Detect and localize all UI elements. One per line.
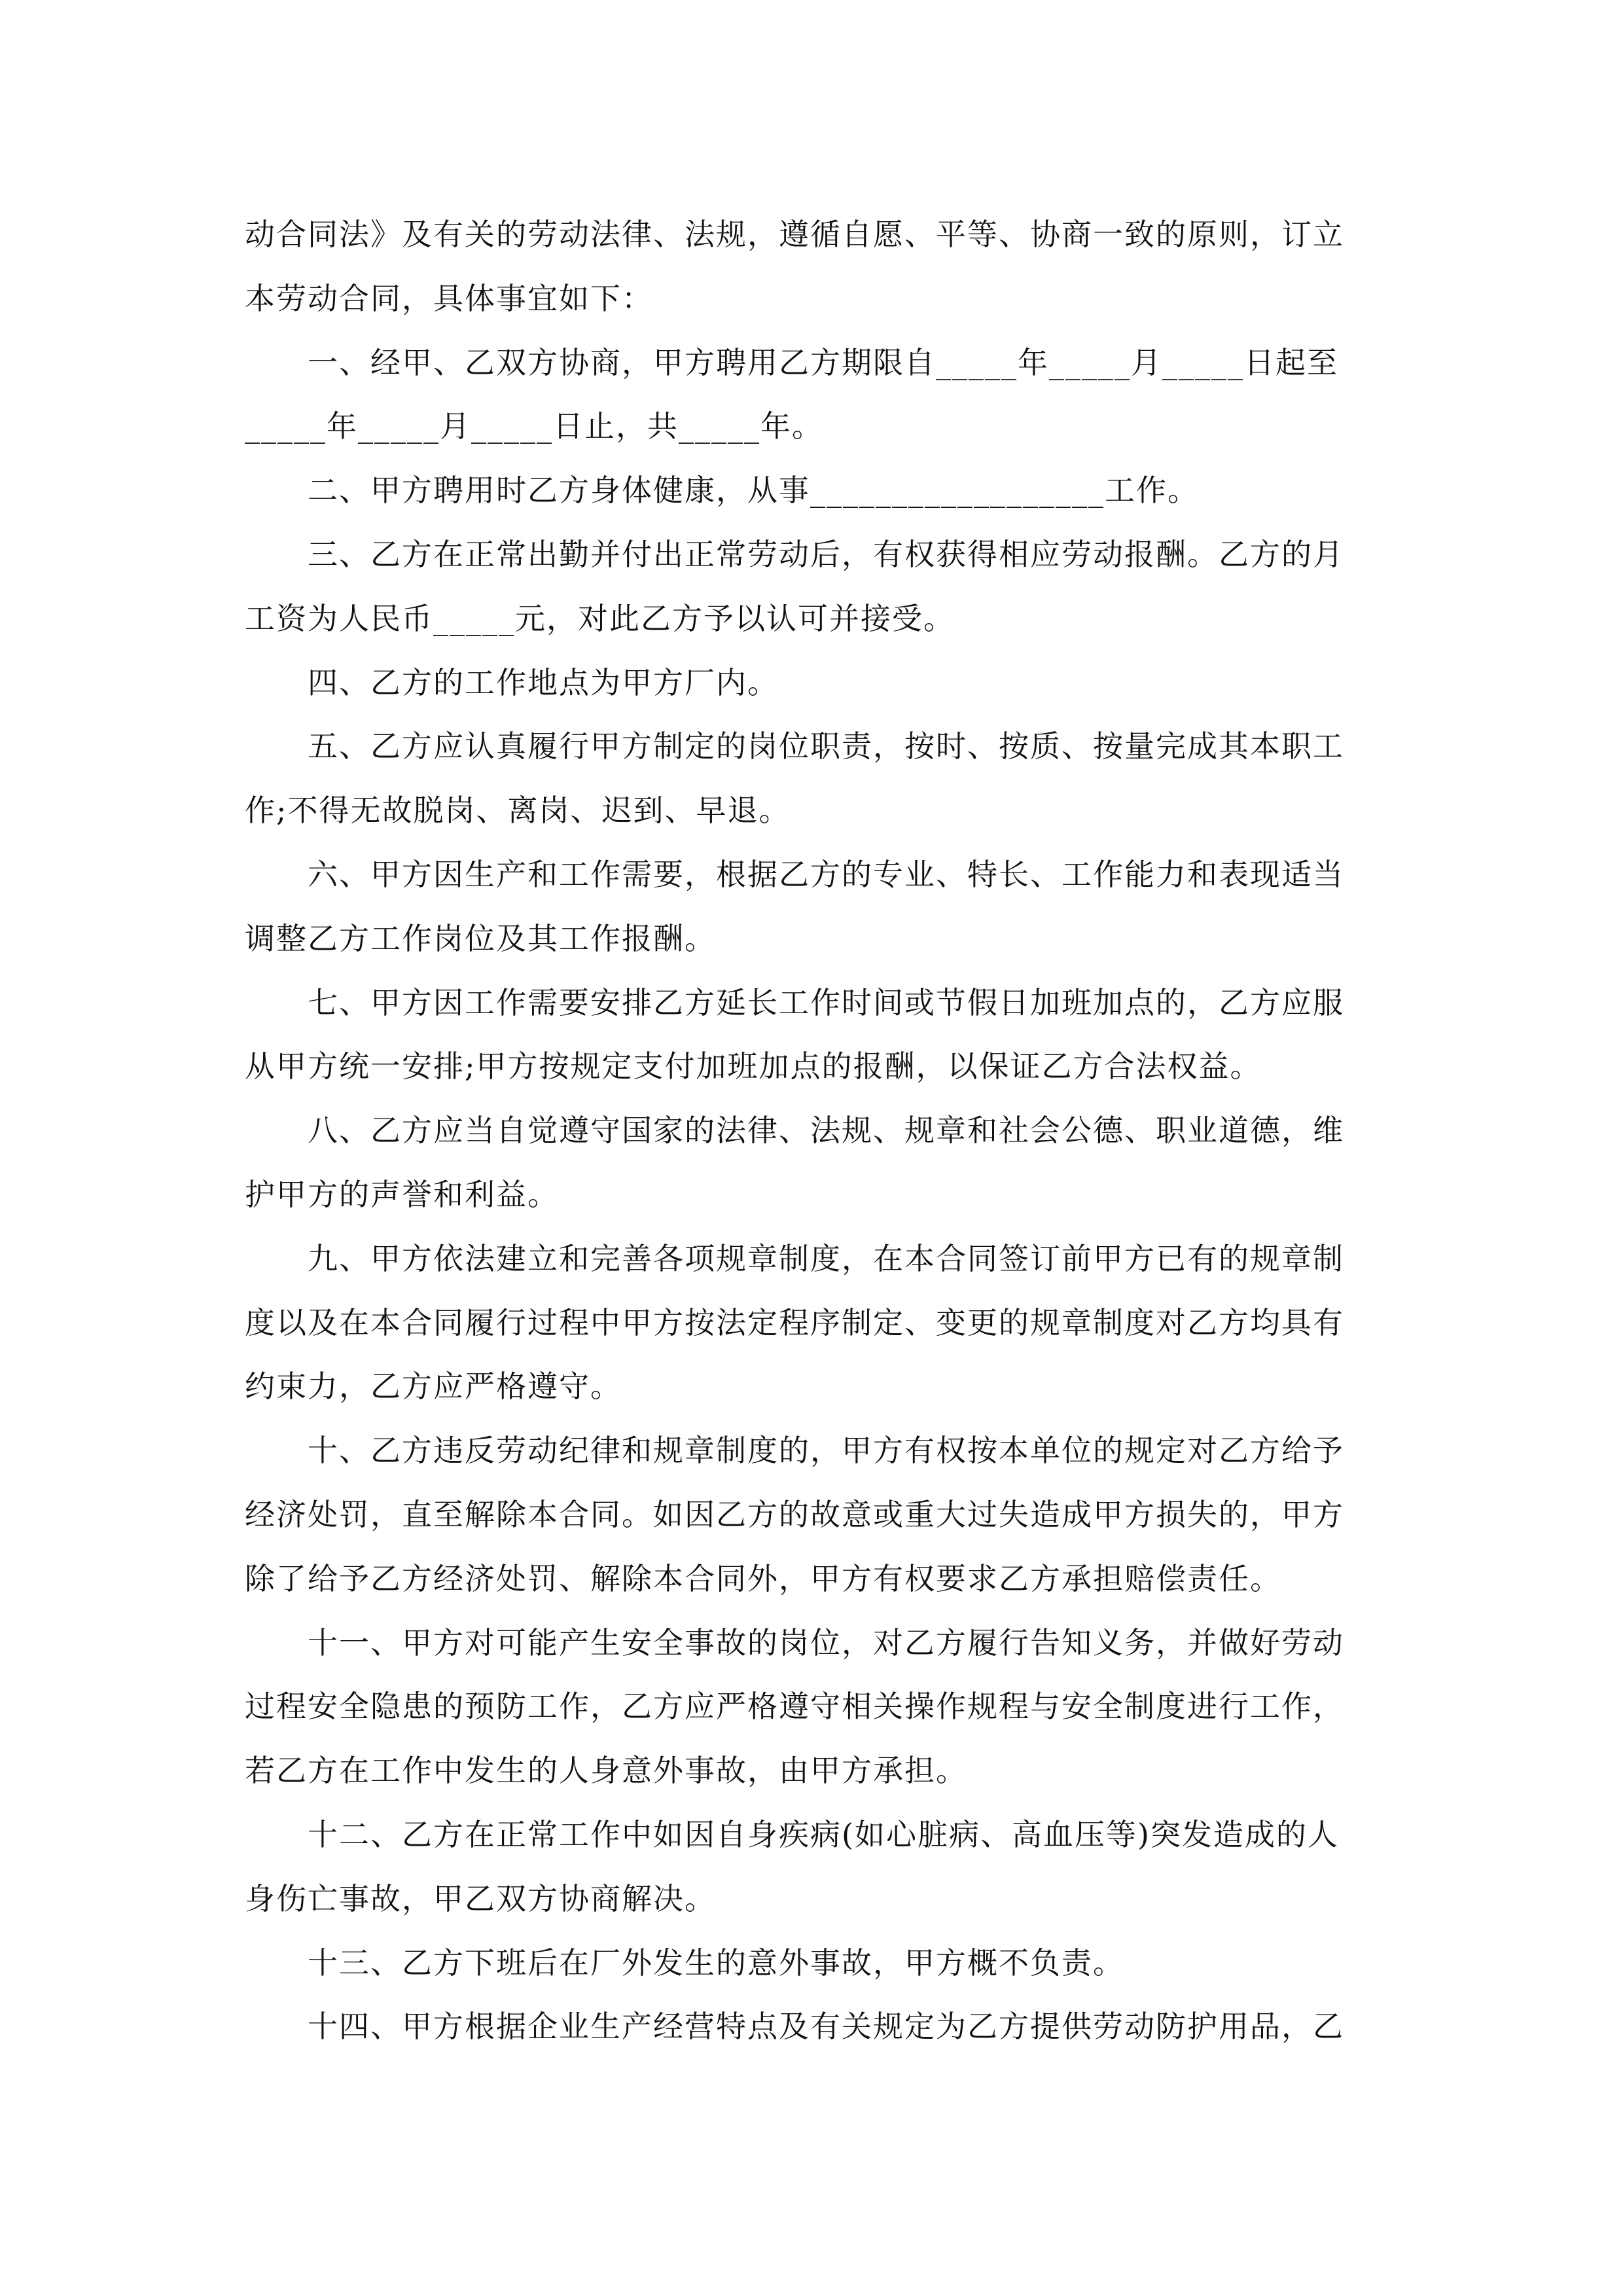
text-line: 除了给予乙方经济处罚、解除本合同外，甲方有权要求乙方承担赔偿责任。 [245,1560,1281,1596]
text-line: 工资为人民币_____元，对此乙方予以认可并接受。 [245,600,955,636]
clause-line-start: 十、乙方违反劳动纪律和规章制度的，甲方有权按本单位的规定对乙方给予 [308,1433,1344,1469]
text-line: 动合同法》及有关的劳动法律、法规，遵循自愿、平等、协商一致的原则，订立 [245,217,1344,252]
clause-line-start: 九、甲方依法建立和完善各项规章制度，在本合同签订前甲方已有的规章制 [308,1240,1344,1276]
text-line: 护甲方的声誉和利益。 [245,1176,559,1212]
clause-line-start: 七、甲方因工作需要安排乙方延长工作时间或节假日加班加点的，乙方应服 [308,984,1344,1020]
text-line: _____年_____月_____日止，共_____年。 [245,408,823,444]
clause-line-start: 六、甲方因生产和工作需要，根据乙方的专业、特长、工作能力和表现适当 [308,856,1344,892]
text-line: 度以及在本合同履行过程中甲方按法定程序制定、变更的规章制度对乙方均具有 [245,1304,1344,1340]
clause-line-start: 三、乙方在正常出勤并付出正常劳动后，有权获得相应劳动报酬。乙方的月 [308,536,1344,572]
text-line: 调整乙方工作岗位及其工作报酬。 [245,920,716,956]
clause-line-start: 十二、乙方在正常工作中如因自身疾病(如心脏病、高血压等)突发造成的人 [308,1816,1339,1852]
text-line: 从甲方统一安排;甲方按规定支付加班加点的报酬，以保证乙方合法权益。 [245,1049,1262,1085]
text-line: 经济处罚，直至解除本合同。如因乙方的故意或重大过失造成甲方损失的，甲方 [245,1496,1344,1532]
clause-line-start: 二、甲方聘用时乙方身体健康，从事__________________工作。 [308,473,1199,509]
clause-line-start: 五、乙方应认真履行甲方制定的岗位职责，按时、按质、按量完成其本职工 [308,728,1344,764]
contract-body [245,203,1378,2059]
text-line: 若乙方在工作中发生的人身意外事故，由甲方承担。 [245,1753,967,1789]
clause-line-start: 十四、甲方根据企业生产经营特点及有关规定为乙方提供劳动防护用品，乙 [308,2009,1344,2045]
text-line: 作;不得无故脱岗、离岗、迟到、早退。 [245,793,791,829]
text-line: 本劳动合同，具体事宜如下： [245,280,653,316]
clause-line-start: 四、乙方的工作地点为甲方厂内。 [308,664,779,700]
clause-line-start: 一、经甲、乙双方协商，甲方聘用乙方期限自_____年_____月_____日起至 [308,344,1338,380]
clause-line-start: 八、乙方应当自觉遵守国家的法律、法规、规章和社会公德、职业道德，维 [308,1113,1344,1149]
text-line: 约束力，乙方应严格遵守。 [245,1369,622,1405]
text-line: 过程安全隐患的预防工作，乙方应严格遵守相关操作规程与安全制度进行工作， [245,1689,1344,1725]
clause-line-start: 十一、甲方对可能产生安全事故的岗位，对乙方履行告知义务，并做好劳动 [308,1624,1344,1660]
clause-line-start: 十三、乙方下班后在厂外发生的意外事故，甲方概不负责。 [308,1945,1124,1981]
text-line: 身伤亡事故，甲乙双方协商解决。 [245,1880,716,1916]
